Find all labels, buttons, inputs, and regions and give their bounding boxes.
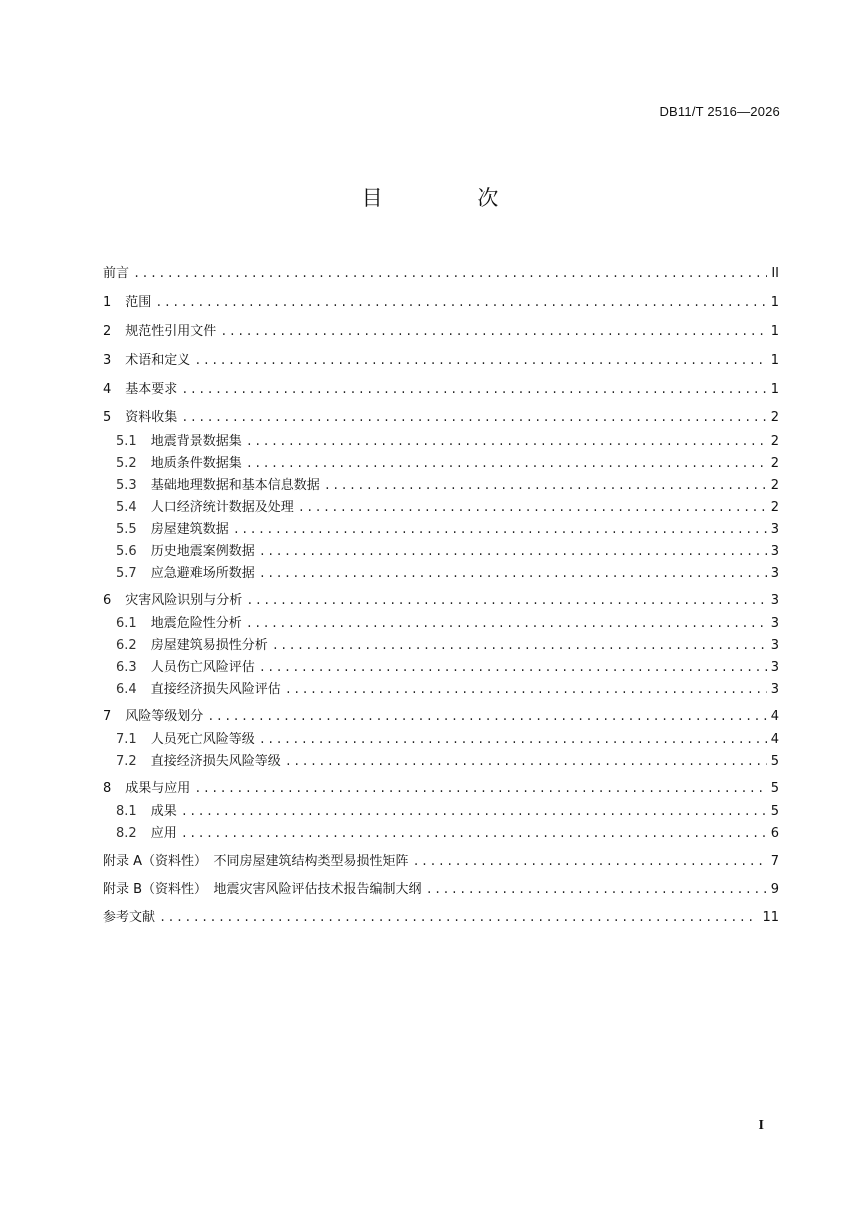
- page-title: 目 次: [361, 186, 543, 210]
- standard-code: DB11/T 2516—2026: [659, 104, 780, 119]
- toc-entry[interactable]: [103, 262, 779, 281]
- toc-entry-number: 3: [103, 353, 112, 368]
- toc-entry-label: 人员死亡风险等级: [150, 732, 255, 747]
- toc-entry-page: 3: [770, 682, 779, 697]
- toc-entry-page: 4: [770, 709, 779, 724]
- toc-leader-dots: [272, 639, 767, 653]
- toc-entry[interactable]: [103, 850, 779, 869]
- toc-entry-number: 2: [103, 324, 112, 339]
- toc-entry-number: 4: [103, 382, 112, 397]
- toc-entry-label: 房屋建筑易损性分析: [150, 638, 268, 653]
- toc-entry-number: 7.1: [116, 732, 137, 747]
- toc-leader-dots: [181, 411, 766, 425]
- toc-entry[interactable]: [103, 705, 779, 724]
- toc-entry-page: 3: [770, 638, 779, 653]
- toc-entry[interactable]: [103, 349, 779, 368]
- toc-entry-number: 5.1: [116, 434, 137, 449]
- toc-leader-dots: [194, 354, 766, 368]
- toc-leader-dots: [324, 479, 767, 493]
- toc-entry-number: 8.2: [116, 826, 137, 841]
- toc-entry[interactable]: [103, 777, 779, 796]
- toc-entry-number: 6.1: [116, 616, 137, 631]
- toc-entry-number: 8: [103, 781, 112, 796]
- toc-entry-number: 7.2: [116, 754, 137, 769]
- toc-entry-number: 6: [103, 593, 112, 608]
- toc-entry-label: 成果与应用: [125, 781, 191, 796]
- toc-entry[interactable]: [103, 430, 779, 449]
- toc-entry-page: 3: [770, 660, 779, 675]
- toc-entry[interactable]: [103, 728, 779, 747]
- toc-entry-page: 2: [770, 456, 779, 471]
- toc-entry-label: 人口经济统计数据及处理: [150, 500, 294, 515]
- toc-leader-dots: [155, 296, 766, 310]
- toc-entry-number: 6.3: [116, 660, 137, 675]
- toc-entry-number: 5: [103, 410, 112, 425]
- toc-entry[interactable]: [103, 378, 779, 397]
- toc-leader-dots: [194, 782, 766, 796]
- toc-leader-dots: [298, 501, 767, 515]
- toc-entry-label: 附录 A（资料性） 不同房屋建筑结构类型易损性矩阵: [103, 854, 409, 869]
- toc-entry-page: 2: [770, 478, 779, 493]
- toc-leader-dots: [259, 567, 767, 581]
- toc-entry-label: 人员伤亡风险评估: [150, 660, 255, 675]
- toc-entry[interactable]: [103, 452, 779, 471]
- toc-entry-page: 1: [770, 382, 779, 397]
- toc-entry-number: 5.3: [116, 478, 137, 493]
- toc-entry-label: 历史地震案例数据: [150, 544, 255, 559]
- toc-entry[interactable]: [103, 800, 779, 819]
- toc-entry-page: 2: [770, 434, 779, 449]
- toc-entry-page: 1: [770, 324, 779, 339]
- toc-entry-page: 3: [770, 616, 779, 631]
- toc-entry-label: 参考文献: [103, 910, 156, 925]
- toc-entry[interactable]: [103, 878, 779, 897]
- toc-entry-page: 3: [770, 593, 779, 608]
- toc-entry-label: 直接经济损失风险评估: [150, 682, 281, 697]
- toc-entry[interactable]: [103, 562, 779, 581]
- toc-leader-dots: [246, 617, 767, 631]
- toc-leader-dots: [259, 733, 767, 747]
- toc-entry[interactable]: [103, 320, 779, 339]
- toc-entry-number: 1: [103, 295, 112, 310]
- toc-entry-label: 地震背景数据集: [150, 434, 242, 449]
- toc-entry-label: 基本要求: [125, 382, 178, 397]
- toc-entry[interactable]: [103, 518, 779, 537]
- toc-leader-dots: [181, 805, 767, 819]
- toc-leader-dots: [233, 523, 767, 537]
- toc-leader-dots: [259, 545, 767, 559]
- toc-entry-label: 应用: [150, 826, 177, 841]
- toc-entry-label: 术语和定义: [125, 353, 191, 368]
- toc-entry-page: 9: [770, 882, 779, 897]
- toc-entry-number: 5.4: [116, 500, 137, 515]
- toc-entry-number: 7: [103, 709, 112, 724]
- toc-entry-page: 5: [770, 781, 779, 796]
- toc-leader-dots: [413, 855, 767, 869]
- toc-entry-page: 5: [770, 804, 779, 819]
- toc-leader-dots: [133, 267, 767, 281]
- toc-entry-label: 附录 B（资料性） 地震灾害风险评估技术报告编制大纲: [103, 882, 422, 897]
- toc-entry-page: 2: [770, 410, 779, 425]
- toc-entry-page: 2: [770, 500, 779, 515]
- toc-leader-dots: [246, 457, 767, 471]
- toc-entry-label: 地质条件数据集: [150, 456, 242, 471]
- toc-leader-dots: [159, 911, 758, 925]
- toc-leader-dots: [426, 883, 767, 897]
- toc-entry-page: 4: [770, 732, 779, 747]
- toc-entry-label: 灾害风险识别与分析: [125, 593, 243, 608]
- toc-leader-dots: [246, 594, 766, 608]
- toc-leader-dots: [181, 383, 766, 397]
- toc-entry-label: 资料收集: [125, 410, 178, 425]
- toc-entry-label: 成果: [150, 804, 177, 819]
- toc-entry-page: 1: [770, 295, 779, 310]
- toc-entry-label: 风险等级划分: [125, 709, 204, 724]
- toc-entry-label: 地震危险性分析: [150, 616, 242, 631]
- toc-entry-number: 5.5: [116, 522, 137, 537]
- toc-entry-number: 6.2: [116, 638, 137, 653]
- toc-leader-dots: [220, 325, 766, 339]
- toc-entry[interactable]: [103, 612, 779, 631]
- toc-entry-page: 7: [770, 854, 779, 869]
- toc-entry-label: 房屋建筑数据: [150, 522, 229, 537]
- toc-entry[interactable]: [103, 822, 779, 841]
- toc-entry-number: 6.4: [116, 682, 137, 697]
- toc-leader-dots: [259, 661, 767, 675]
- toc-leader-dots: [285, 755, 767, 769]
- toc-entry[interactable]: [103, 656, 779, 675]
- toc-entry-page: II: [771, 266, 779, 281]
- toc-entry-label: 直接经济损失风险等级: [150, 754, 281, 769]
- toc-entry-label: 基础地理数据和基本信息数据: [150, 478, 320, 493]
- toc-entry-page: 11: [762, 910, 779, 925]
- toc-entry-label: 范围: [125, 295, 152, 310]
- toc-entry-label: 规范性引用文件: [125, 324, 217, 339]
- toc-entry[interactable]: [103, 540, 779, 559]
- toc-entry[interactable]: [103, 678, 779, 697]
- toc-leader-dots: [207, 710, 766, 724]
- toc-entry-page: 3: [770, 566, 779, 581]
- toc-entry[interactable]: [103, 291, 779, 310]
- toc-entry-number: 5.7: [116, 566, 137, 581]
- toc-leader-dots: [181, 827, 767, 841]
- toc-leader-dots: [246, 435, 767, 449]
- toc-entry[interactable]: [103, 906, 779, 925]
- toc-entry-number: 8.1: [116, 804, 137, 819]
- toc-entry-page: 3: [770, 544, 779, 559]
- toc-entry-page: 6: [770, 826, 779, 841]
- toc-entry[interactable]: [103, 589, 779, 608]
- toc-entry[interactable]: [103, 634, 779, 653]
- toc-leader-dots: [285, 683, 767, 697]
- toc-entry[interactable]: [103, 474, 779, 493]
- toc-entry-number: 5.6: [116, 544, 137, 559]
- toc-entry[interactable]: [103, 496, 779, 515]
- toc-entry-page: 5: [770, 754, 779, 769]
- toc-entry-label: 应急避难场所数据: [150, 566, 255, 581]
- toc-entry[interactable]: [103, 406, 779, 425]
- toc-entry-page: 3: [770, 522, 779, 537]
- toc-entry[interactable]: [103, 750, 779, 769]
- page-number: I: [758, 1118, 764, 1133]
- toc-entry-label: 前言: [103, 266, 130, 281]
- toc-entry-number: 5.2: [116, 456, 137, 471]
- toc-entry-page: 1: [770, 353, 779, 368]
